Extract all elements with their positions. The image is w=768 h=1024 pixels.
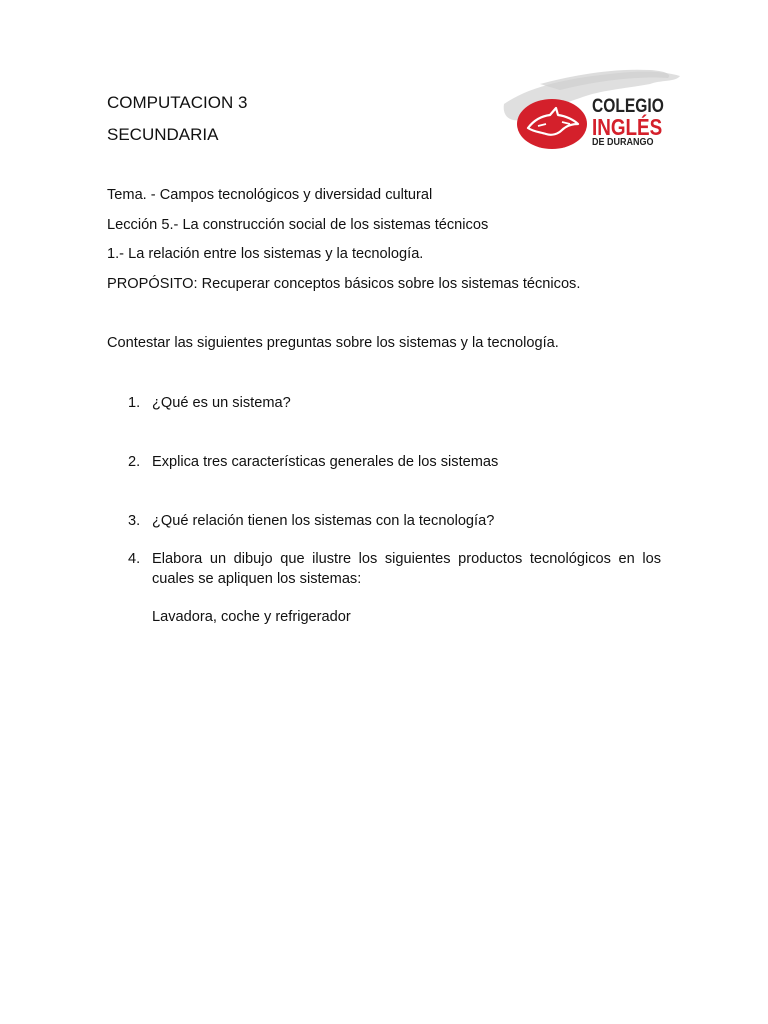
logo-text-ingles: INGLÉS bbox=[592, 114, 663, 140]
question-number: 2. bbox=[128, 454, 141, 470]
logo-text-durango: DE DURANGO bbox=[592, 137, 654, 148]
wolf-head-icon bbox=[516, 98, 588, 150]
level-title: SECUNDARIA bbox=[107, 125, 219, 144]
leccion-line: Lección 5.- La construcción social de los sistemas técnicos bbox=[107, 217, 489, 233]
question-number: 3. bbox=[128, 513, 141, 529]
question-text: ¿Qué relación tienen los sistemas con la tecnología? bbox=[152, 513, 495, 529]
proposito-line: PROPÓSITO: Recuperar conceptos básicos sobre los sistemas técnicos. bbox=[107, 276, 581, 292]
question-text: ¿Qué es un sistema? bbox=[152, 395, 291, 411]
tema-line: Tema. - Campos tecnológicos y diversidad cultural bbox=[107, 187, 433, 203]
subtema-line: 1.- La relación entre los sistemas y la tecnología. bbox=[107, 246, 424, 262]
question-number: 4. bbox=[128, 551, 141, 567]
question-number: 1. bbox=[128, 395, 141, 411]
question-text: Elabora un dibujo que ilustre los siguientes productos tecnológicos en los cuales se apliquen los sistemas: bbox=[152, 551, 661, 587]
question-text: Explica tres características generales de los sistemas bbox=[152, 454, 499, 470]
products-list: Lavadora, coche y refrigerador bbox=[152, 609, 351, 625]
instruction-text: Contestar las siguientes preguntas sobre los sistemas y la tecnología. bbox=[107, 335, 559, 351]
school-logo bbox=[500, 64, 682, 156]
course-title: COMPUTACION 3 bbox=[107, 93, 248, 112]
logo-text-colegio: COLEGIO bbox=[592, 96, 664, 117]
